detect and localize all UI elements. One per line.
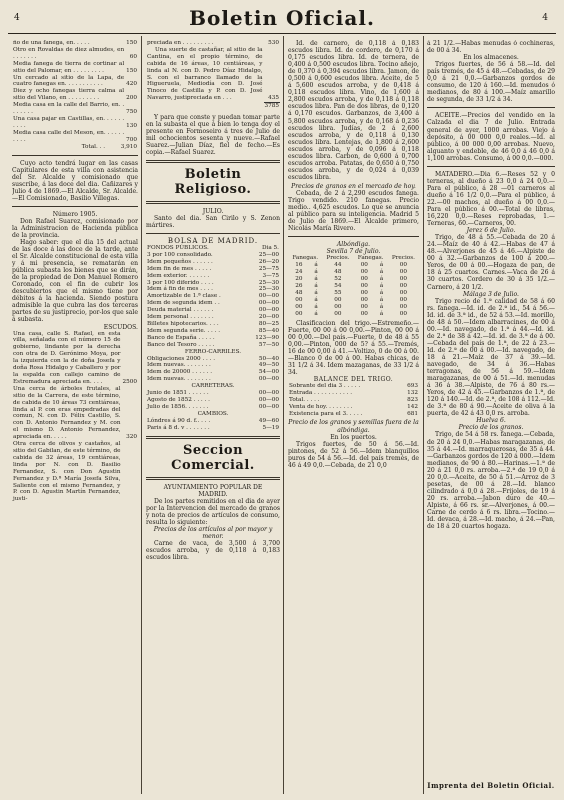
row-label: Idem de 20000 . . . . . .: [147, 369, 213, 376]
column-header: Precios.: [326, 255, 350, 262]
total-row: [12, 144, 138, 151]
table-cell: á: [314, 303, 318, 310]
slaughterhouse-text: MATADERO.—Dia 6.—Reses 52 y 0 terneras, al dueño á 23 0,0 á 24 0,0.—Para el público, á 28 —01 carneros al dueño á 16 1/2 0,0.—Para el público, á 22.—00 machos, al dueño á 00 0,0.—Para el público á 00.—Total de libras, 16,220 0,0.—Reses reprobadas, 1.—Terneras, 60.—Carneros, 00.: [427, 170, 555, 228]
table-row: [146, 356, 280, 363]
divider: [12, 155, 138, 156]
ayuntamiento-title: AYUNTAMIENTO POPULAR DE: [163, 483, 263, 491]
notice-text: Don Rafael Suarez, comisionado por la Administracion de Hacienda pública de la provincia.: [12, 217, 138, 239]
row-value: 50—40: [258, 355, 279, 362]
item-amount: 530: [268, 40, 279, 46]
table-cell: 44: [334, 262, 342, 269]
column-divider: [423, 36, 424, 794]
table-row: [146, 328, 280, 335]
table-cell: á: [314, 296, 318, 303]
table-cell: 26: [295, 282, 303, 289]
table-row: [288, 297, 419, 304]
price-list: Id. de carnero, de 0,118 á 0,183 escudos libra. Id. de cordero, de 0,170 á 0,175 escudos libra. Id. de ternera, de 0,400 á 0,500 escudos libra. Tocino añejo, de 0,370 á 0,394 escudos libra. Jamon, de 0,500 á 0,600 escudos libra. Aceite, de 5 á 5,600 escudos arroba, y de 0,418 á 0,118 escudos libra. Vino, de 1,600 á 2,800 escudos arroba, y de 0,118 á 0,118 escudos libra. Pan de dos libras, de 0,120 á 0,170 escudos. Garbanzos, de 3,400 á 5,800 escudos arroba, y de 0,168 á 0,236 escudos libra. Judías, de 2 á 2,600 escudos arroba, y de 0,118 á 0,130 escudos libra. Lentejas, de 1,800 á 2,600 escudos arroba, y de 0,096 á 0,118 escudos libra. Carbon, de 0,600 á 0,700 escudos arroba. Patatas, de 0,650 á 0,750 escudos arroba, y de 0,024 á 0,039 escudos libra.: [288, 40, 419, 181]
table-row: [288, 383, 419, 390]
table-row: [146, 266, 280, 273]
huelva-date: Huelva 6.: [476, 417, 506, 425]
masthead: Boletin Oficial.: [189, 6, 375, 30]
sevilla-table: [288, 255, 419, 317]
table-cell: 00: [399, 269, 408, 276]
table-cell: á: [379, 310, 384, 317]
table-row: [288, 311, 419, 318]
row-label: Billetes hipotecarios. . . .: [147, 321, 219, 327]
page-header: [0, 0, 564, 34]
row-value: 693: [407, 382, 418, 389]
table-row: [12, 47, 138, 61]
table-row: [146, 418, 280, 425]
table-row: [12, 40, 138, 47]
row-label: 3 por 100 diferido . . . .: [147, 279, 214, 286]
table-row: [146, 252, 280, 259]
table-row: [288, 404, 419, 411]
row-value: 5—19: [262, 424, 279, 431]
row-value: 85—40: [258, 327, 279, 334]
row-label: Julio de 1856. . . . . . .: [147, 403, 209, 410]
divider: [146, 477, 280, 480]
row-value: 123—90: [255, 334, 279, 341]
divider: [146, 160, 280, 163]
continuation-text: á 21 1/2.—Habas menudas ó cochineras, de 00 á 34.: [427, 40, 555, 55]
table-cell: 00: [399, 282, 408, 289]
table-cell: á: [379, 303, 384, 310]
saints-text: Santo del dia. San Cirilo y S. Zenon mártires.: [146, 214, 280, 229]
table-cell: 00: [334, 310, 342, 317]
table-row: [288, 283, 419, 290]
stores-label: En los almacenes.: [463, 54, 519, 62]
row-label: Media fanega de tierra de cortinar al sitio del Palomar, en . . . . . . . . .: [13, 60, 125, 74]
table-cell: 24: [295, 269, 303, 276]
table-cell: á: [379, 276, 384, 283]
table-cell: 00: [399, 289, 408, 296]
table-cell: 00: [360, 296, 368, 303]
divider: [427, 166, 555, 167]
table-row: [12, 88, 138, 102]
row-label: Lóndres á 90 d. f.. . . .: [147, 417, 211, 424]
table-row: [146, 362, 280, 369]
row-value: 57—50: [258, 341, 279, 348]
table-cell: 00: [399, 276, 408, 283]
row-value: 00—00: [258, 396, 279, 403]
row-value: 00—00: [258, 390, 279, 397]
row-value: 54—00: [258, 369, 279, 376]
table-row: [288, 304, 419, 311]
table-cell: á: [379, 289, 384, 296]
item-text: Una suerte de castañar, al sitio de la Cantina, en el propio término, de cabida de 16 áreas, 10 centiáreas, y linda al N. con D. Pedro Díaz Hidalgo, S. con el barranco llamado de la Higueruela, Mediodía con D. José Tinoco de Castilla y P. con D. José Navarro, justipreciada en . . .: [147, 46, 263, 102]
column-1: [12, 40, 138, 794]
column-4: [427, 40, 555, 774]
table-cell: á: [314, 282, 318, 289]
row-label: Paris á 8 d. v . . . . . . .: [147, 424, 210, 431]
auction-items: [12, 331, 138, 504]
row-value: 20—00: [258, 314, 279, 321]
table-row: [12, 75, 138, 89]
appraisal-row: [146, 40, 280, 110]
stores-text: Trigos fuertes, de 56 á 58.—Id. del país tremés, de 45 á 48.—Cebadas, de 29 0,0 á 21 0,0.—Garbanzos gordos de consumo, de 120 á 160.—Id. menudos ó medianos, de 80 á 100.—Maíz amarillo de segunda, de 33 1/2 á 34.: [427, 61, 555, 104]
column-2: [146, 40, 280, 794]
row-label: Idem de segunda idem . .: [147, 300, 220, 307]
column-header: Fanegas.: [357, 255, 384, 262]
table-cell: 00: [399, 296, 408, 303]
table-row: [12, 441, 138, 503]
row-value: 00—00: [258, 300, 279, 307]
table-cell: 00: [399, 262, 408, 269]
huelva-text: Trigo, de 54 á 58 rs. fanega.—Cebada, de 20 á 24 0,0.—Habas maragazanas, de 35 á 44.—Id. marraquerosas, de 35 á 44.—Garbanzos gordos de 120 á 000.—Idem medianos, de 90 á 80.—Harinas.—1.ª de 20 á 21 0,0 rs. arroba.—2.ª de 19 0,0 á 20 0,0.—Aceite, de 50 á 51.—Arroz de 3 pesetas, de 00 á 28.—Id. blanco cilindrado á 0,0 á 28.—Frijoles, de 19 á 20 rs. arroba.—Jabon duro de 40.—Alpiste, á 66 rs. sr.—Alverjones, á 00.—Carne de cerdo á 6 rs. libra.—Tocino.—Id. devaca, á 28.—Id. macho, á 24.—Pan, de 18 á 20 cuartos hogaza.: [427, 431, 555, 531]
balance-table: [288, 383, 419, 418]
row-label: ño de una fanega, en. . . . .: [13, 40, 90, 46]
row-label: Idem personal . . . . . . .: [147, 314, 214, 321]
table-row: [146, 293, 280, 300]
row-value: 49—60: [258, 417, 279, 424]
row-label: Amortizable de 1.ª clase .: [147, 293, 221, 300]
table-cell: 00: [360, 269, 368, 276]
notice-number: Número 1905.: [52, 210, 98, 218]
table-cell: 00: [360, 262, 368, 269]
row-label: Idem segunda serie. . . . .: [147, 327, 221, 334]
ferro-head: FERRO-CARRILES.: [184, 348, 242, 355]
table-cell: á: [379, 262, 384, 269]
table-cell: 00: [399, 303, 408, 310]
table-cell: 52: [334, 276, 342, 283]
jerez-date: Jerez 6 de Julio.: [466, 227, 516, 235]
row-value: 00—00: [258, 293, 279, 300]
table-row: [146, 300, 280, 307]
row-value: 26—20: [258, 258, 279, 265]
fondos-head: FONDOS PÚBLICOS.: [147, 245, 209, 252]
table-cell: 00: [399, 310, 408, 317]
row-value: 150: [126, 40, 137, 46]
table-cell: á: [379, 282, 384, 289]
row-label: Idem nuevas. . . . . . . .: [147, 376, 211, 383]
table-cell: 00: [334, 303, 342, 310]
prices-heading: Precios de los artículos al por mayor y menor.: [153, 525, 273, 540]
table-row: [146, 369, 280, 376]
row-value: 130: [126, 122, 137, 129]
bolsa-title: BOLSA DE MADRID.: [167, 236, 259, 245]
table-cell: 00: [295, 303, 303, 310]
table-row: [146, 425, 280, 432]
row-label: Obligaciones 2000 . . . .: [147, 355, 216, 362]
row-label: Idem fin de mes . . . . .: [147, 265, 212, 272]
total-value: 3,910: [120, 143, 137, 150]
table-cell: 00: [295, 310, 303, 317]
malaga-text: Trigo recio de 1.ª calidad de 58 á 60 rs. fanega.—Id. id. de 2.ª id., 54 á 56.—Id. id. de 3.ª id., de 52 á 53.—Id. morillo, de 48 á 50.—Idem albarracines, de 00 á 00.—Id. navegado, de 1.ª á 44.—Id. id. de 2.ª de 38 á 42.—Id. id. de 3.ª de á 00.—Cebada del país de 1.ª, de 22 á 23.—Id. de 2.ª de 00 á 00.—Id. navegado, de 18 á 21.—Maíz de 37 á 39.—Id. navegado, de 34 á 36.—Habas terragonas, de 56 á 59.—Idem maragazanas, de 00 á 51.—Id. menudas á 36 á 38.—Alpiste, de 76 á 80 rs.—Yeros, de 42 á 45.—Garbanzos de 1.ª, de 120 á 140.—Id. de 2.ª, de 108 á 112.—Id. de 3.ª de 80 á 90.—Aceite de oliva á la puerta, de 42 á 43 0,0 rs. arroba.: [427, 297, 555, 418]
item-text: preciada en . . . . . . . . .: [147, 40, 214, 46]
row-label: Idem á fin de mes . . . .: [147, 286, 213, 293]
item-amount: 435: [268, 94, 279, 101]
row-label: Banco del Tesoro . . . . .: [147, 341, 215, 348]
meat-price: Carne de vaca, de 3,500 á 3,700 escudos arroba, y de 0,118 á 0,183 escudos libra.: [146, 539, 280, 561]
row-label: Sobrante del dia 3 . . . . .: [289, 382, 361, 389]
table-row: [288, 262, 419, 269]
classification-text: Clasificacion del trigo.—Estremeño.—Fuerte, 00 00 á 00 0,00.—Pinton, 00 00 á 00 0,00.—Del país.—Fuerte, 0 de 48 á 55 0,00.—Pinton, 000 de 5? á 55.—Tremés, 16 de 00 0,00 á 41.—Voltizo, 0 de 00 á 00.—Blanco 0 de 00 á 00. Habas chicas, de 31 1/2 á 34. Idem mazaganas, de 33 1/2 á 34.: [288, 319, 419, 376]
table-row: [12, 116, 138, 130]
ayuntamiento-text: De los partes remitidos en el dia de ayer por la Intervencion del mercado de granos y nota de precios de artículos de consumo, resulta lo siguiente:: [146, 497, 280, 526]
table-row: [146, 335, 280, 342]
table-cell: á: [314, 289, 318, 296]
column-divider: [141, 36, 142, 794]
divider: [427, 107, 555, 108]
table-row: [146, 314, 280, 321]
table-row: [146, 259, 280, 266]
section-title-religioso: Boletin Religioso.: [174, 166, 252, 197]
page-number-left: 4: [14, 13, 20, 23]
divider: [288, 236, 419, 237]
table-cell: 00: [360, 303, 368, 310]
row-label: Idem nuevas. . . . . . . .: [147, 362, 211, 369]
row-value: [122, 441, 138, 503]
row-label: Total. . . . .: [289, 396, 320, 403]
sum-value: 3785: [264, 102, 279, 109]
row-value: 681: [407, 410, 418, 417]
row-value: 25—75: [258, 265, 279, 272]
huelva-heading: Precio de los granos.: [458, 424, 524, 432]
row-value: 60: [129, 53, 137, 60]
table-row: [12, 61, 138, 75]
table-row: [146, 342, 280, 349]
row-label: Agosto de 1852 . . . . .: [147, 396, 210, 403]
table-cell: 48: [334, 269, 342, 276]
printer-imprint: Imprenta del Boletin Oficial.: [427, 781, 555, 790]
table-row: [146, 404, 280, 411]
table-cell: 00: [334, 296, 342, 303]
notice-text: Cuyo acto tendrá lugar en las casas Capitulares de esta villa con asistencia del Sr. Alcalde y comisionado que suscribe, á las doce del dia. Cañizares y Julio 4 de 1869.—El Alcalde, Sr. Alcalde.—El Comisionado, Basilio Villegas.: [12, 159, 138, 202]
section-title-comercial: Seccion Comercial.: [171, 442, 255, 473]
row-value: 80—25: [258, 321, 279, 327]
row-label: Existencia para el 3. . . . .: [289, 410, 363, 417]
table-row: [12, 102, 138, 116]
row-value: 25—30: [258, 286, 279, 293]
madrid-label: MADRID.: [198, 490, 228, 498]
table-row: [288, 411, 419, 418]
table-cell: 00: [360, 282, 368, 289]
table-row: [146, 376, 280, 383]
table-row: [146, 397, 280, 404]
ports-text: Trigos fuertes, de 50 á 56.—Id. pintones, de 52 á 56.—Idem blanquillos puros de 54 á 56.—Id. del país tremés, de 46 á 49 0,0.—Cebada, de 21 0,0: [288, 440, 419, 469]
table-row: [146, 390, 280, 397]
row-label: Una cerca de árboles frutales, al sitio de la Carrera, de este término, de cabida de 10 áreas 73 centiáreas, linda al P. con eras empedradas del comun, N. con D. Félix Castillo, S. con D. Antonio Fernandez y M. con el mismo D. Antonio Fernandez, apreciada en. . . . .: [13, 385, 121, 441]
table-row: [146, 273, 280, 280]
row-value: 25—00: [258, 251, 279, 258]
balance-title: BALANCE DEL TRIGO.: [313, 375, 394, 383]
table-cell: 16: [295, 262, 303, 269]
table-row: [288, 397, 419, 404]
grain-heading: Precios de granos en el mercado de hoy.: [291, 182, 416, 190]
row-value: 3—75: [262, 272, 279, 279]
row-label: Media casa calle del Meson, en. . . . . . . . . .: [13, 129, 125, 143]
row-value: 700: [126, 136, 137, 143]
outside-prices-heading: Precio de los granos y semillas fuera de la albóndiga.: [288, 419, 419, 434]
row-value: 00—00: [258, 307, 279, 314]
table-row: [12, 331, 138, 386]
table-row: [12, 386, 138, 441]
divider: [146, 201, 280, 204]
row-label: Media casa en la calle del Barrio, en. . . . . . . .: [13, 102, 125, 116]
oil-text: ACEITE.—Precios del vendido en la Calzada el dia 7 de Julio. Entrada general de ayer, 1000 arrobas. Viejo á depósito, á 00 000 0,0 reales.—Id. al público, á 00 000 0,00 arrobas. Nuevo, alguanto y endeble, de 46 0,0 á 46 0,0 á 1,100 arrobas. Consumo, á 00 0,0.—000.: [427, 112, 555, 162]
column-3: [288, 40, 419, 794]
row-label: Deuda material . . . . . .: [147, 307, 214, 314]
table-row: [12, 130, 138, 144]
table-cell: á: [314, 276, 318, 283]
table-cell: 00: [360, 289, 368, 296]
row-value: 150: [126, 67, 137, 74]
sevilla-date: Sevilla 7 de Julio.: [326, 248, 381, 256]
table-row: [146, 307, 280, 314]
row-label: Idem pequeños . . . . . .: [147, 258, 213, 265]
divider: [12, 206, 138, 207]
month-label: JULIO.: [202, 207, 224, 215]
row-value: 00—00: [258, 403, 279, 410]
cambios-head: CAMBIOS.: [197, 410, 229, 417]
row-value: 25—30: [258, 279, 279, 286]
row-value: 420: [126, 81, 137, 88]
table-cell: 48: [295, 289, 303, 296]
page-number-right: 4: [542, 13, 548, 23]
table-row: [288, 290, 419, 297]
header-rule: [8, 33, 556, 34]
table-cell: 20: [295, 276, 303, 283]
table-row: [288, 276, 419, 283]
row-label: Otra cerca de olivos y castaños, al sitio del Gabilan, de este término, de cabida de 32 áreas, 19 centiáreas, linda por N. con D. Basilio Fernandez, S. con Don Agustin Fernandez y D.ª María Josefa Silva, Saliente con el mismo Fernandez, y P. con D. Agustin Martín Fernandez, justi-: [13, 441, 121, 503]
albondiga-title: Albóndiga.: [336, 241, 371, 249]
row-value: 200: [126, 95, 137, 102]
table-row: [288, 269, 419, 276]
column-divider: [283, 36, 284, 794]
row-label: Una casa pajar en Castillas, en. . . . . . . . . .: [13, 115, 125, 129]
row-label: Otro en Rovaldas de diez almudes, en . . . . . . .: [13, 46, 125, 60]
row-label: Un cercado al sitio de la Lapa, de cuatro fanegas en. . . . . . . . . . .: [13, 74, 125, 88]
table-cell: 55: [334, 289, 342, 296]
table-row: [146, 321, 280, 328]
table-cell: á: [314, 262, 318, 269]
table-cell: 00: [295, 296, 303, 303]
notice-text: Hago saber: que el dia 15 del actual de las doce á las doce de la tarde, ante el Sr. Alcalde constitucional de esta villa y á mi presencia, se rematarán en pública subasta los bienes que se dirán, de la propiedad de Don Manuel Romero Coronado, con el fin de cubrir los descubiertos que el mismo tiene por débitos á la hacienda. Siendo postura admisible la que cubra las dos terceras partes de su justiprecio, por-los que sale á subasta.: [12, 238, 138, 324]
closing-text: Y para que conste y puedan tomar parte en la subasta el que á bien lo tenga doy el presente en Formoseiro á tres de Julio de mil ochocientos sesenta y nueve.—Rafael Suarez.—Julian Díaz, fiel de fecho.—Es copia.—Rafael Suarez.: [146, 113, 280, 156]
row-value: 142: [407, 403, 418, 410]
row-value: 49—50: [258, 362, 279, 369]
row-label: Idem exterior. . . . . . .: [147, 272, 210, 279]
table-cell: 54: [334, 282, 342, 289]
malaga-date: Málaga 3 de Julio.: [463, 290, 519, 298]
row-value: 823: [407, 396, 418, 403]
row-label: Una casa, calle S. Rafael, en esta villa, señalada con el número 15 de gobierno, lindante por la derecha con otra de D. Gerónimo Moya, por la izquierda con la de doña Josefa y doña Rosa Hidalgo y Caballero y por la espalda con callejo camino de Estremadura apreciada en. . . .: [13, 330, 121, 385]
row-value: 750: [126, 109, 137, 116]
row-value: 2500: [122, 378, 137, 385]
divider: [146, 233, 280, 234]
row-label: Banco de España . . . . .: [147, 334, 215, 341]
table-cell: 00: [360, 276, 368, 283]
table-row: [288, 390, 419, 397]
row-label: Entrada . . . . . . . . . . .: [289, 389, 353, 396]
column-header: Precios.: [391, 255, 415, 262]
property-list: [12, 40, 138, 144]
jerez-text: Trigo, de 48 á 55.—Cebada de 20 á 24.—Maíz de 40 á 42.—Habas de 47 á 48.—Alverjones de 45 á 46.—Alpiste de 00 á 32.—Garbanzos de 100 á 200.—Yeros, de 00 á 00.—Hogaza de pan, de 18 á 25 cuartos. Carnes.—Vaca de 26 á 30 cuartos. Cordero de 30 á 35 1/2.—Carnero, á 20 1/2.: [427, 234, 555, 291]
column-header: Fanegas.: [292, 255, 319, 262]
row-label: 3 por 100 consolidado.: [147, 251, 213, 258]
carret-head: CARRETERAS.: [191, 383, 235, 390]
table-cell: á: [379, 296, 384, 303]
row-label: Venta de hoy. . . . . . . .: [289, 403, 353, 410]
row-value: 00—00: [258, 376, 279, 383]
total-label: Total. . .: [81, 143, 105, 150]
escudos-label: ESCUDOS.: [103, 323, 138, 331]
divider: [146, 436, 280, 439]
row-label: Junio de 1851 . . . . . .: [147, 390, 209, 397]
table-cell: 00: [360, 310, 368, 317]
row-label: Diez y ocho fanegas tierra calma al sitio del Vilano, en . . . . . . . . .: [13, 88, 125, 102]
table-cell: á: [379, 269, 384, 276]
fondos-table: [146, 245, 280, 431]
grain-text: Cebada, de 2 á 2,290 escudos fanega. Trigo vendido. 210 fanegas. Precio medio.. 4,625 escudos. Lo que se anuncia al público para su inteligencia. Madrid 5 de Julio de 1869.—El Alcalde primero, Nicolás María Rivero.: [288, 189, 419, 233]
row-value: 320: [126, 434, 137, 441]
row-value: 132: [407, 389, 418, 396]
table-cell: á: [314, 269, 318, 276]
dia-head: Dia 5.: [261, 245, 279, 252]
table-cell: á: [314, 310, 318, 317]
ports-label: En los puertos.: [330, 433, 377, 441]
